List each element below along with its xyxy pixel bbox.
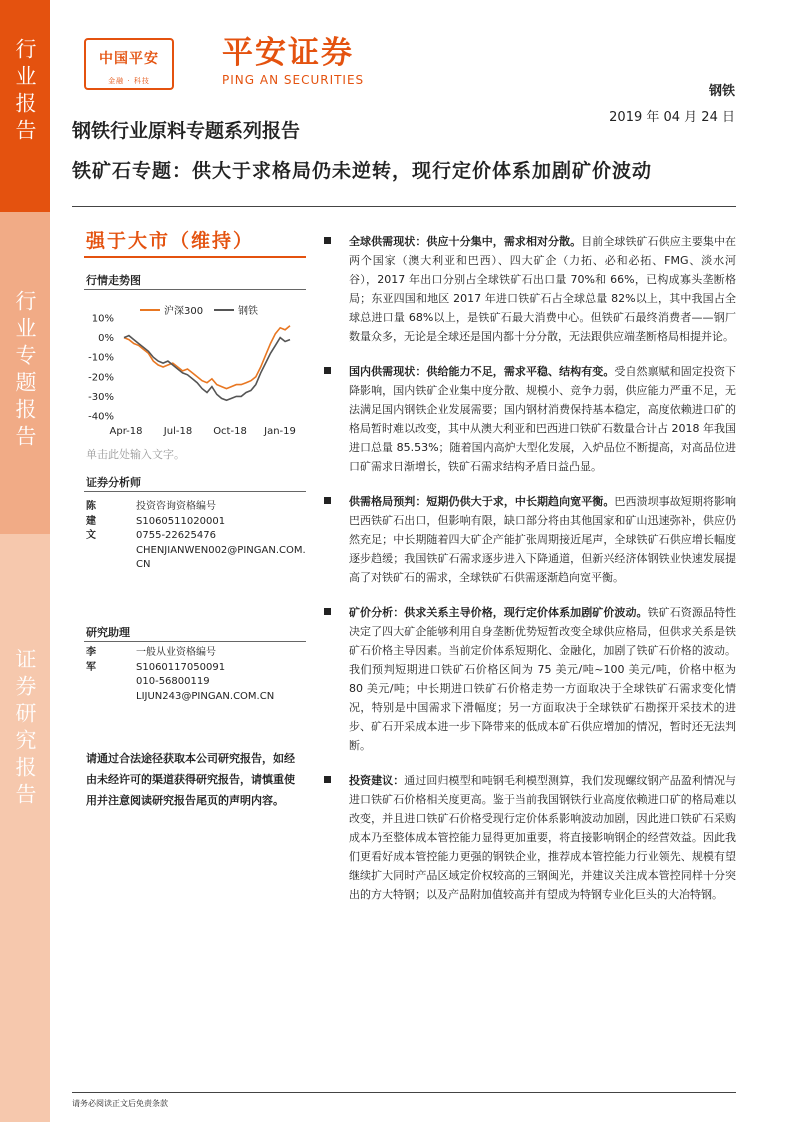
analyst-phone: 0755-22625476	[136, 530, 216, 541]
chart-series	[124, 326, 290, 401]
assistant-name: 李军	[86, 647, 96, 673]
bullet-heading: 投资建议：	[349, 774, 405, 787]
bullet-square-icon	[324, 776, 331, 783]
analyst-cert-number: S1060511020001	[136, 515, 226, 527]
assistant-section-divider	[84, 641, 306, 642]
assistant-info	[136, 646, 308, 704]
bullet-price-analysis	[324, 603, 736, 755]
y-tick-label: -40%	[88, 411, 114, 423]
side-tab-industry-report	[0, 0, 50, 212]
chart-title: 行情走势图	[86, 274, 141, 287]
logo-main-text: 中国平安	[99, 51, 159, 67]
x-tick-label: Jul-18	[163, 426, 193, 437]
assistant-phone: 010-56800119	[136, 676, 210, 687]
rating-underline	[84, 256, 306, 258]
bullet-square-icon	[324, 237, 331, 244]
bullet-square-icon	[324, 367, 331, 374]
bullet-body: 受自然禀赋和固定投资下降影响，国内铁矿企业集中度分散、规模小、竞争力弱，供应能力严重不足，无法满足国内钢铁企业发展需要；国内钢材消费保持基本稳定，高度依赖进口矿的格局暂时难以改变，其中从澳大利亚和巴西进口铁矿石数量合计占 2018 年我国进口总量 85.53%；随着国内高炉大型化发展，入炉品位不断提高，对高品位进口矿需求日渐增长，铁矿石需求结构矛盾日益凸显。	[349, 365, 737, 473]
footer-divider	[72, 1092, 736, 1093]
analyst-email[interactable]: CHENJIANWEN002@PINGAN.COM.CN	[136, 544, 306, 570]
brand-logo	[222, 36, 364, 87]
bullet-square-icon	[324, 608, 331, 615]
bullet-heading: 供需格局预判：短期仍供大于求，中长期趋向宽平衡。	[349, 495, 615, 508]
logo-sub-text: 金融 · 科技	[108, 77, 150, 85]
bullet-body: 通过回归模型和吨钢毛利模型测算，我们发现螺纹钢产品盈利情况与进口铁矿石价格相关度更高。鉴于当前我国钢铁行业高度依赖进口矿的格局难以改变，并且进口铁矿石价格受现行定价体系影响波动加剧，因此进口铁矿石采购成本乃至整体成本管控能力显得更加重要，将直接影响钢企的经营效益。因此我们更看好成本管控能力更强的钢铁企业，推荐成本管控能力行业领先、规模有望继续扩大同时产品区域定价权较高的三钢闽光，并建议关注成本管控同样十分突出的方大特钢；以及产品附加值较高并有望成为特钢专业化巨头的大冶特钢。	[349, 774, 737, 901]
chart-legend	[140, 304, 258, 317]
report-date: 2019 年 04 月 24 日	[609, 110, 735, 125]
summary-bullets	[324, 232, 736, 920]
analyst-section-title: 证券分析师	[86, 476, 141, 489]
usage-disclaimer: 请通过合法途径获取本公司研究报告，如经由未经许可的渠道获得研究报告，请慎重使用并注意阅读研究报告尾页的声明内容。	[86, 752, 295, 807]
side-tab-securities-research	[0, 534, 50, 1122]
side-bar	[0, 0, 50, 1122]
bullet-heading: 矿价分析：供求关系主导价格，现行定价体系加剧矿价波动。	[349, 606, 648, 619]
analyst-cert-label: 投资咨询资格编号	[136, 501, 216, 512]
analyst-section-divider	[84, 491, 306, 492]
sector-label: 钢铁	[708, 84, 735, 99]
assistant-section-title: 研究助理	[86, 626, 130, 639]
assistant-email[interactable]: LIJUN243@PINGAN.COM.CN	[136, 690, 275, 702]
footer-notice: 请务必阅读正文后免责条款	[72, 1099, 168, 1108]
series-line-hs300	[124, 326, 290, 389]
side-tab-label: 行业专题报告	[13, 290, 37, 452]
assistant-cert-label: 一般从业资格编号	[136, 647, 216, 658]
x-tick-label: Jan-19	[264, 426, 296, 437]
y-tick-label: -30%	[88, 391, 114, 403]
x-tick-label: Oct-18	[213, 426, 247, 437]
brand-name-en: PING AN SECURITIES	[222, 73, 365, 87]
bullet-heading: 全球供需现状：供应十分集中，需求相对分散。	[349, 235, 582, 248]
bullet-global-supply-demand	[324, 232, 736, 346]
assistant-cert-number: S1060117050091	[136, 661, 226, 673]
bullet-body: 铁矿石资源品特性决定了四大矿企能够利用自身垄断优势短暂改变全球供应格局，但供求关系是铁矿石价格主导因素。当前定价体系短期化、金融化，加剧了铁矿石价格的波动。我们预判短期进口铁矿石价格区间为 75 美元/吨~100 美元/吨，价格中枢为 80 美元/吨；中长期进口铁矿石价格走势一方面取决于全球铁矿石需求变化情况，特别是中国需求下滑幅度；另一方面取决于全球铁矿石勘探开采技术的进步、矿石开采成本进一步下降带来的低成本矿石供应增加的情况，暂时还无法判断。	[349, 606, 737, 752]
y-tick-label: 0%	[98, 333, 114, 345]
x-axis	[110, 426, 296, 437]
side-tab-label: 证券研究报告	[13, 648, 37, 810]
market-trend-chart	[84, 296, 306, 444]
bullet-square-icon	[324, 497, 331, 504]
bullet-supply-outlook	[324, 492, 736, 587]
bullet-body: 巴西溃坝事故短期将影响巴西铁矿石出口，但影响有限，缺口部分将由其他国家和矿山迅速弥补，供应仍然充足；中长期随着四大矿企产能扩张周期接近尾声，全球铁矿石供应增长幅度逐步趋缓；我国铁矿石需求逐步进入下降通道，但新兴经济体钢铁业快速发展提高了对铁矿石的需求，全球铁矿石供需逐渐趋向宽平衡。	[349, 495, 737, 584]
y-tick-label: -20%	[88, 372, 114, 384]
legend-label-hs300: 沪深300	[164, 306, 204, 317]
legend-label-steel: 钢铁	[238, 306, 258, 317]
side-tab-industry-special-report	[0, 212, 50, 534]
y-tick-label: -10%	[88, 352, 114, 364]
rating: 强于大市（维持）	[86, 230, 255, 252]
ping-an-logo	[84, 38, 174, 90]
bullet-heading: 国内供需现状：供给能力不足，需求平稳、结构有变。	[349, 365, 615, 378]
side-tab-label: 行业报告	[13, 38, 37, 146]
header-divider	[72, 206, 736, 207]
y-tick-label: 10%	[91, 313, 114, 325]
brand-name-cn: 平安证券	[222, 35, 354, 71]
bullet-body: 目前全球铁矿石供应主要集中在两个国家（澳大利亚和巴西）、四大矿企（力拓、必和必拓、FMG、淡水河谷），2017 年出口分别占全球铁矿石出口量 70%和 66%，已构成寡头垄断格局；东亚四国和地区 2017 年进口铁矿石占全球总量 82%以上，其中我国占全球总进口量 68%以上，是铁矿石最大消费中心。但铁矿石最终消费者——钢厂数量众多，无论是全球还是国内都十分分散，无法跟供应端垄断格局相提并论。	[349, 235, 736, 343]
series-line-steel	[124, 336, 290, 401]
analyst-name: 陈建文	[86, 501, 96, 541]
report-title: 铁矿石专题：供大于求格局仍未逆转，现行定价体系加剧矿价波动	[72, 160, 653, 182]
y-axis	[88, 314, 114, 423]
chart-caption-placeholder: 单击此处输入文字。	[86, 448, 185, 461]
series-title: 钢铁行业原料专题系列报告	[72, 120, 301, 142]
x-tick-label: Apr-18	[109, 426, 143, 437]
analyst-info	[136, 500, 308, 573]
bullet-domestic-supply-demand	[324, 362, 736, 476]
bullet-investment-advice	[324, 771, 736, 904]
chart-title-divider	[84, 289, 306, 290]
